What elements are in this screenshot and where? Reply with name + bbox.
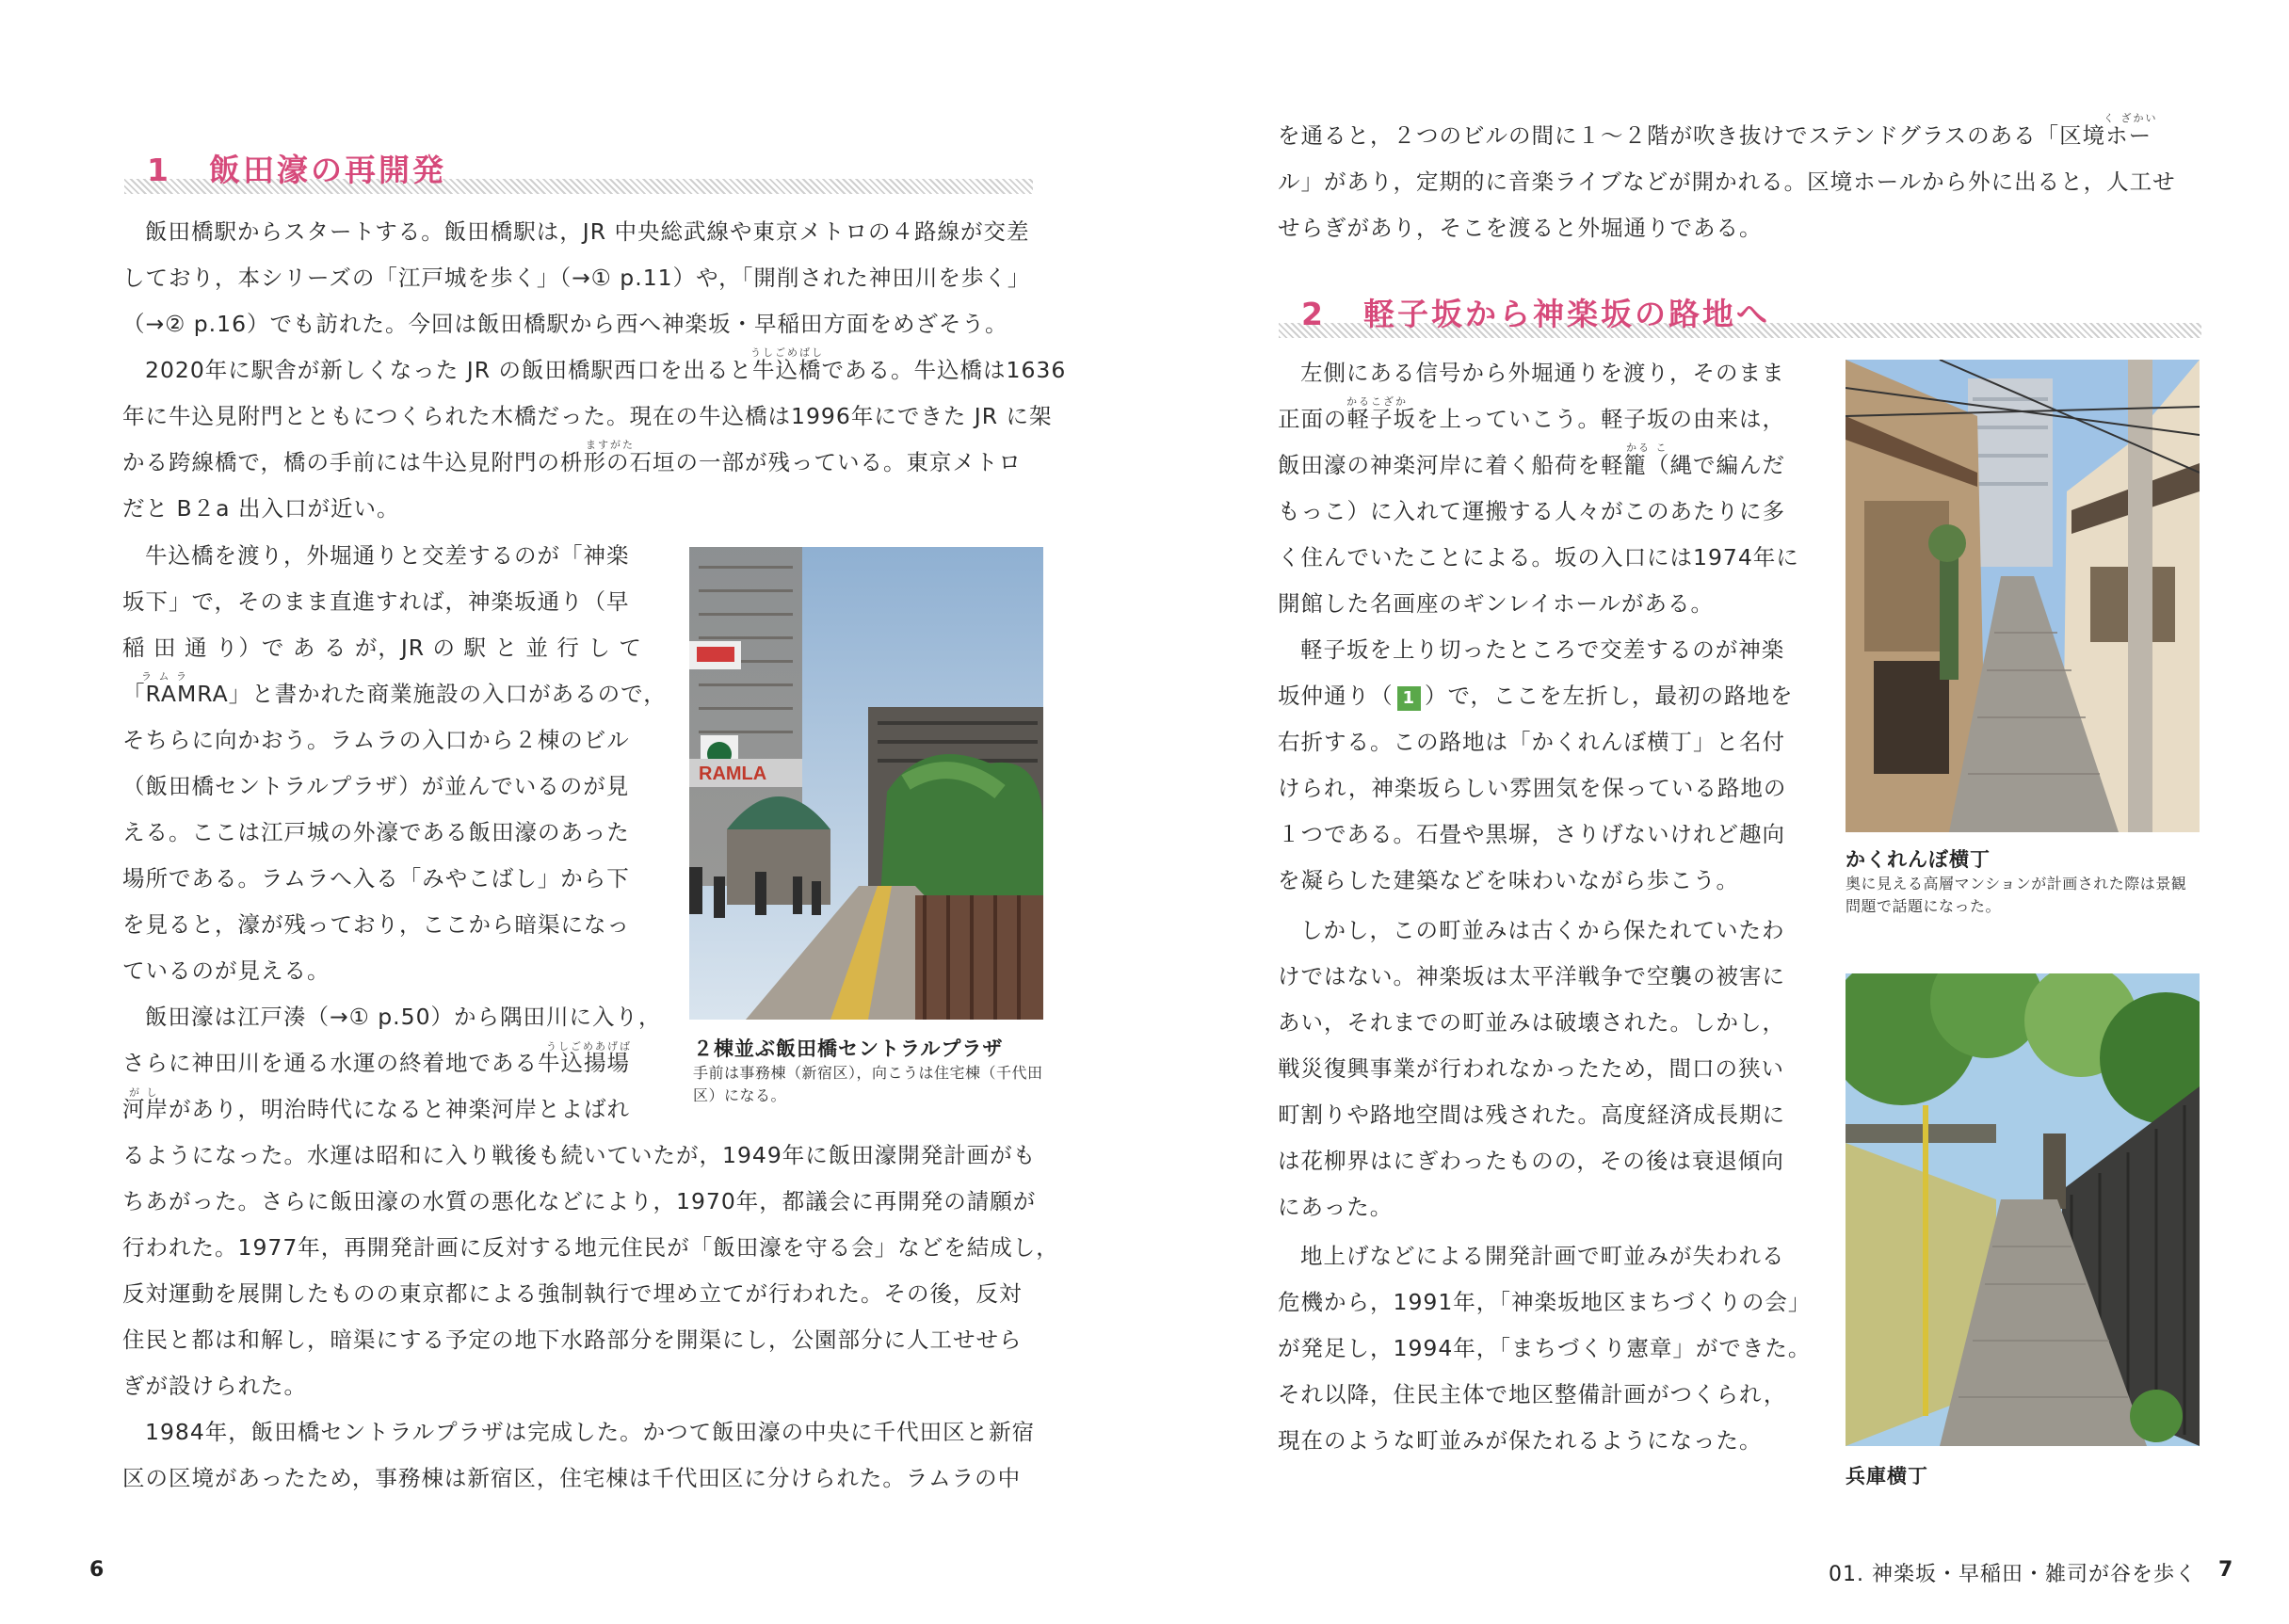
- photo-hyogo-illustration: [1846, 973, 2200, 1446]
- photo-kakurenbo-caption-body: 奥に見える高層マンションが計画された際は景観問題で話題になった。: [1846, 875, 2187, 915]
- ruby-ushigomebashi: うしごめばし: [750, 346, 824, 359]
- page-number-right: 7: [2218, 1558, 2233, 1582]
- running-footer-title: 01. 神楽坂・早稲田・雑司が谷を歩く: [1829, 1563, 2197, 1586]
- section-1-heading: [124, 151, 1033, 194]
- photo-kakurenbo-caption-title: かくれんぼ横丁: [1846, 848, 1991, 871]
- paragraph-line-with-badge: 坂仲通り（ 1 ）で，ここを左折し，最初の路地を: [1278, 683, 1794, 709]
- photo-kakurenbo-yokocho: [1846, 360, 2200, 832]
- right-paragraph-4: 地上げなどによる開発計画で町並みが失われる 危機から，1991年，「神楽坂地区まちづくりの会」 が発足し，1994年，「まちづくり憲章」ができた。 それ以降，住民主体で地区整備計画がつくられ， 現在のような町並みが保たれるようになった。: [1278, 1243, 1812, 1454]
- section-1-title: 1 飯田濠の再開発: [147, 152, 446, 188]
- left-paragraph-1: 飯田橋駅からスタートする。飯田橋駅は，JR 中央総武線や東京メトロの４路線が交差 しており，本シリーズの「江戸城を歩く」（→① p.11）や，「開削された神田川を歩く」 （→② p.16）でも訪れた。今回は飯田橋駅から西へ神楽坂・早稲田方面をめざそう。: [122, 218, 1031, 337]
- left-paragraph-2: 2020年に駅舎が新しくなった JR の飯田橋駅西口を出ると牛込橋である。牛込橋は1636 年に牛込見附門とともにつくられた木橋だった。現在の牛込橋は1996年にできた JR に架 かる跨線橋で，橋の手前には牛込見附門の枡形の石垣の一部が残っている。東京メトロ だと B２a 出入口が近い。: [122, 357, 1067, 522]
- right-paragraph-2: 軽子坂を上り切ったところで交差するのが神楽 坂仲通り（ 1 ）で，ここを左折し，最初の路地を 右折する。この路地は「かくれんぼ横丁」と名付 けられ，神楽坂らしい雰囲気を保っている路地の １つである。石畳や黒塀，さりげないけれど趣向 を凝らした建築などを味わいながら歩こう。: [1278, 627, 1805, 904]
- left-paragraph-4-narrow: 飯田濠は江戸湊（→① p.50）から隅田川に入り， さらに神田川を通る水運の終着地である牛込揚場 河岸があり，明治時代になると神楽河岸とよばれ: [122, 1004, 662, 1122]
- section-2-title: 2 軽子坂から神楽坂の路地へ: [1301, 296, 1770, 332]
- ruby-kuzakai: く ざかい: [2104, 112, 2158, 124]
- ruby-karuko: かる こ: [1626, 442, 1668, 454]
- ruby-ushigomeageba: うしごめあげば: [546, 1040, 632, 1053]
- ruby-masugata: ますがた: [586, 439, 635, 451]
- left-paragraph-4-wide: るようになった。水運は昭和に入り戦後も続いていたが，1949年に飯田濠開発計画がも ちあがった。さらに飯田濠の水質の悪化などにより，1970年，都議会に再開発の請願が 行われた。1977年，再開発計画に反対する地元住民が「飯田濠を守る会」などを結成し， 反対運動を展開したものの東京都による強制執行で埋め立てが行われた。その後，反対 住民と都は和解し，暗渠にする予定の地下水路部分を開渠にし，公園部分に人工せせら ぎが設けられた。: [122, 1142, 1059, 1399]
- photo-kakurenbo-illustration: [1846, 360, 2200, 832]
- right-paragraph-0: を通ると，２つのビルの間に１～２階が吹き抜けでステンドグラスのある「区境ホー ル」があり，定期的に音楽ライブなどが開かれる。区境ホールから外に出ると，人工せ せらぎがあり，そこを渡ると外堀通りである。: [1278, 122, 2176, 241]
- ruby-gashi: が し: [129, 1086, 159, 1099]
- photo-plaza-caption-body: 手前は事務棟（新宿区），向こうは住宅棟（千代田区）になる。: [693, 1064, 1043, 1104]
- ruby-ramura: ラ ム ラ: [141, 670, 188, 683]
- left-paragraph-3: 牛込橋を渡り，外堀通りと交差するのが「神楽 坂下」で，そのまま直進すれば，神楽坂通り（早 稲 田 通 り）で あ る が，JR の 駅 と 並 行 し て 「RAMRA」と書かれた商業施設の入口があるので， そちらに向かおう。ラムラの入口から２棟のビル （飯田橋セントラルプラザ）が並んでいるのが見 える。ここは江戸城の外濠である飯田濠のあった 場所である。ラムラへ入る「みやこばし」から下 を見ると，濠が残っており，ここから暗渠になっ ているのが見える。: [122, 542, 667, 984]
- page-number-left: 6: [89, 1558, 105, 1582]
- photo-hyogo-yokocho: [1846, 973, 2200, 1446]
- section-2-heading: [1279, 295, 2201, 338]
- photo-hyogo-caption-title: 兵庫横丁: [1846, 1465, 1928, 1487]
- photo-iidabashi-central-plaza: [689, 547, 1043, 1020]
- photo-plaza-caption-title: ２棟並ぶ飯田橋セントラルプラザ: [693, 1037, 1004, 1060]
- route-number-badge: 1: [1397, 686, 1422, 711]
- photo-plaza-illustration: [689, 547, 1043, 1020]
- photo-sign-text: RAMLA: [699, 764, 767, 784]
- ruby-karukozaka: かるこざか: [1346, 395, 1408, 408]
- left-paragraph-5: 1984年，飯田橋セントラルプラザは完成した。かつて飯田濠の中央に千代田区と新宿 区の区境があったため，事務棟は新宿区，住宅棟は千代田区に分けられた。ラムラの中: [122, 1419, 1036, 1491]
- right-paragraph-1: 左側にある信号から外堀通りを渡り，そのまま 正面の軽子坂を上っていこう。軽子坂の由来は， 飯田濠の神楽河岸に着く船荷を軽籠（縄で編んだ もっこ）に入れて運搬する人々がこのあたりに多 く住んでいたことによる。坂の入口には1974年に 開館した名画座のギンレイホールがある。: [1278, 360, 1799, 617]
- right-paragraph-3: しかし，この町並みは古くから保たれていたわ けではない。神楽坂は太平洋戦争で空襲の被害に あい，それまでの町並みは破壊された。しかし， 戦災復興事業が行われなかったため，間口の狭い 町割りや路地空間は残された。高度経済成長期に は花柳界はにぎわったものの，その後は衰退傾向 にあった。: [1278, 917, 1785, 1220]
